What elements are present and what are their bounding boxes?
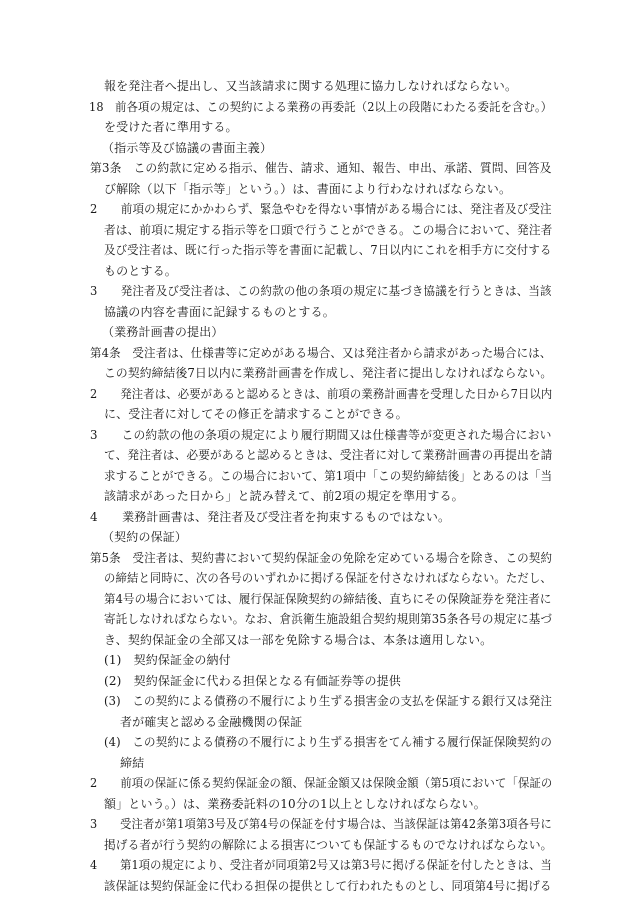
text-line: 2 前項の規定にかかわらず、緊急やむを得ない事情がある場合には、発注者及び受注 (90, 202, 552, 216)
text-line: (4) この契約による債務の不履行により生ずる損害をてん補する履行保証保険契約の (104, 735, 553, 749)
text-line: （業務計画書の提出） (102, 325, 224, 339)
text-line: 者は、前項に規定する指示等を口頭で行うことができる。この場合において、発注者 (104, 222, 553, 237)
text-line: き、契約保証金の全部又は一部を免除する場合は、本条は適用しない。 (104, 632, 493, 647)
text-line: 第4号の場合においては、履行保証保険契約の締結後、直ちにその保険証券を発注者に (104, 591, 552, 606)
text-line: 求することができる。この場合において、第1項中「この契約締結後」とあるのは「当 (104, 468, 553, 483)
text-line: て、発注者は、必要があると認めるときは、受注者に対して業務計画書の再提出を請 (104, 448, 553, 462)
text-line: の締結と同時に、次の各号のいずれかに掲げる保証を付さなければならない。ただし、 (104, 571, 552, 585)
text-line: 第4条 受注者は、仕様書等に定めがある場合、又は発注者から請求があった場合には、 (90, 345, 552, 360)
text-line: 4 業務計画書は、発注者及び受注者を拘束するものではない。 (90, 509, 451, 524)
text-line: 協議の内容を書面に記録するものとする。 (104, 304, 335, 319)
text-line: (2) 契約保証金に代わる担保となる有価証券等の提供 (104, 673, 401, 688)
text-line: 4 第1項の規定により、受注者が同項第2号又は第3号に掲げる保証を付したときは、当 (90, 858, 552, 872)
text-line: を受けた者に準用する。 (104, 120, 238, 134)
text-line: この契約締結後7日以内に業務計画書を作成し、発注者に提出しなければならない。 (104, 366, 553, 380)
text-line: （契約の保証） (102, 530, 188, 544)
text-line: 寄託しなければならない。なお、倉浜衛生施設組合契約規則第35条各号の規定に基づ (104, 612, 553, 626)
text-line: 第3条 この約款に定める指示、催告、請求、通知、報告、申出、承諾、質問、回答及 (90, 161, 552, 175)
text-line: に、受注者に対してその修正を請求することができる。 (104, 407, 408, 421)
text-line: 3 この約款の他の条項の規定により履行期間又は仕様書等が変更された場合におい (90, 427, 552, 442)
text-line: 第5条 受注者は、契約書において契約保証金の免除を定めている場合を除き、この契約 (90, 550, 553, 565)
text-line: 18 前各項の規定は、この契約による業務の再委託（2以上の段階にわたる委託を含む。） (89, 99, 553, 114)
text-line: 者が確実と認める金融機関の保証 (120, 714, 303, 729)
text-line: （指示等及び協議の書面主義） (102, 140, 273, 155)
text-line: 締結 (120, 755, 145, 770)
text-line: び解除（以下「指示等」という。）は、書面により行わなければならない。 (104, 181, 512, 196)
text-line: (3) この契約による債務の不履行により生ずる損害金の支払を保証する銀行又は発注 (104, 694, 553, 708)
text-line: 3 発注者及び受注者は、この約款の他の条項の規定に基づき協議を行うときは、当該 (90, 284, 552, 298)
text-line: 該保証は契約保証金に代わる担保の提供として行われたものとし、同項第4号に掲げる (104, 878, 552, 893)
text-line: 額」という。）は、業務委託料の10分の1以上としなければならない。 (104, 796, 486, 811)
text-line: 該請求があった日から」と読み替えて、前2項の規定を準用する。 (104, 489, 464, 503)
text-line: 報を発注者へ提出し、又当該請求に関する処理に協力しなければならない。 (104, 79, 518, 93)
text-line: 掲げる者が行う契約の解除による損害についても保証するものでなければならない。 (104, 837, 553, 852)
text-line: 3 受注者が第1項第3号及び第4号の保証を付す場合は、当該保証は第42条第3項各号に (90, 817, 552, 831)
text-line: 及び受注者は、既に行った指示等を書面に記載し、7日以内にこれを相手方に交付する (104, 243, 552, 257)
text-line: ものとする。 (104, 263, 177, 278)
text-line: (1) 契約保証金の納付 (104, 653, 231, 667)
text-line: 2 前項の保証に係る契約保証金の額、保証金額又は保険金額（第5項において「保証の (90, 776, 553, 790)
text-line: 2 発注者は、必要があると認めるときは、前項の業務計画書を受理した日から7日以内 (90, 386, 553, 401)
